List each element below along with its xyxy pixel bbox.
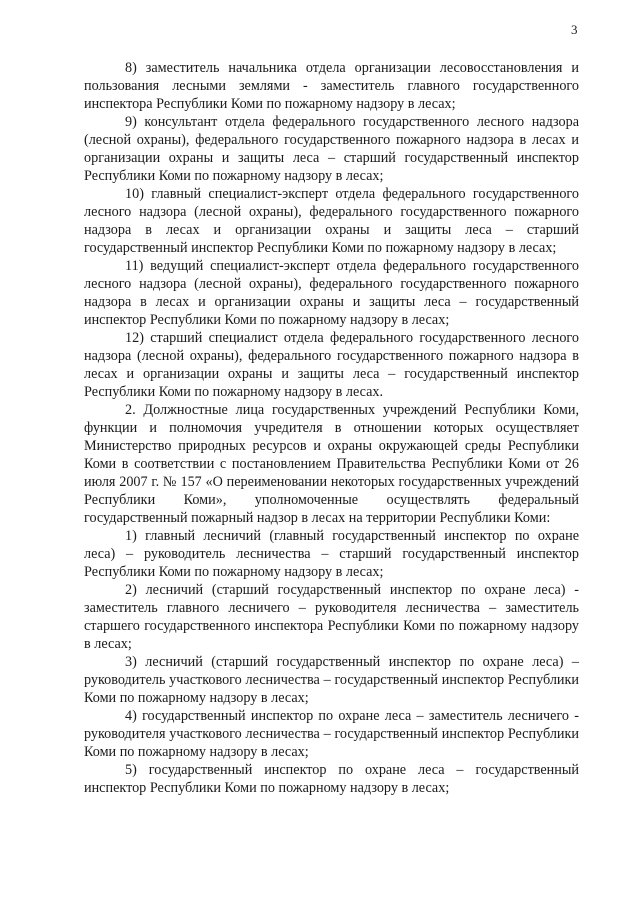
paragraph-sub-item-1: 1) главный лесничий (главный государственный инспектор по охране леса) – руководитель лесничества – старший государственный инспектор Республики Коми по пожарному надзору в лесах;: [84, 528, 579, 580]
paragraph-item-12: 12) старший специалист отдела федерального государственного лесного надзора (лесной охраны), федерального государственного пожарного надзора в лесах и организации охраны и защиты леса – государственный инспектор Республики Коми по пожарному надзору в лесах.: [84, 330, 579, 400]
paragraph-item-8: 8) заместитель начальника отдела организации лесовосстановления и пользования лесными землями - заместитель главного государственного инспектора Республики Коми по пожарному надзору в лесах;: [84, 60, 579, 112]
paragraph-sub-item-3: 3) лесничий (старший государственный инспектор по охране леса) – руководитель участкового лесничества – государственный инспектор Республики Коми по пожарному надзору в лесах;: [84, 654, 579, 706]
paragraph-item-9: 9) консультант отдела федерального государственного лесного надзора (лесной охраны), федерального государственного пожарного надзора в лесах и организации охраны и защиты леса – старший государственный инспектор Республики Коми по пожарному надзору в лесах;: [84, 114, 579, 184]
paragraph-item-11: 11) ведущий специалист-эксперт отдела федерального государственного лесного надзора (лесной охраны), федерального государственного пожарного надзора в лесах и организации охраны и защиты леса – государственный инспектор Республики Коми по пожарному надзору в лесах;: [84, 258, 579, 328]
page-number: 3: [571, 22, 578, 37]
paragraph-sub-item-5: 5) государственный инспектор по охране леса – государственный инспектор Республики Коми по пожарному надзору в лесах;: [84, 762, 579, 796]
paragraph-item-10: 10) главный специалист-эксперт отдела федерального государственного лесного надзора (лесной охраны), федерального государственного пожарного надзора в лесах и организации охраны и защиты леса – старший государственный инспектор Республики Коми по пожарному надзору в лесах;: [84, 186, 579, 256]
paragraph-sub-item-2: 2) лесничий (старший государственный инспектор по охране леса) - заместитель главного лесничего – руководителя лесничества – заместитель старшего государственного инспектора Республики Коми по пожарному надзору в лесах;: [84, 582, 579, 652]
paragraph-sub-item-4: 4) государственный инспектор по охране леса – заместитель лесничего - руководителя участкового лесничества – государственный инспектор Республики Коми по пожарному надзору в лесах;: [84, 708, 579, 760]
paragraph-section-2: 2. Должностные лица государственных учреждений Республики Коми, функции и полномочия учредителя в отношении которых осуществляет Министерство природных ресурсов и охраны окружающей среды Республики Коми в соответствии с постановлением Правительства Республики Коми от 26 июля 2007 г. № 157 «О переименовании некоторых государственных учреждений Республики Коми», уполномоченные осуществлять федеральный государственный пожарный надзор в лесах на территории Республики Коми:: [84, 402, 579, 526]
document-body: [84, 59, 579, 797]
